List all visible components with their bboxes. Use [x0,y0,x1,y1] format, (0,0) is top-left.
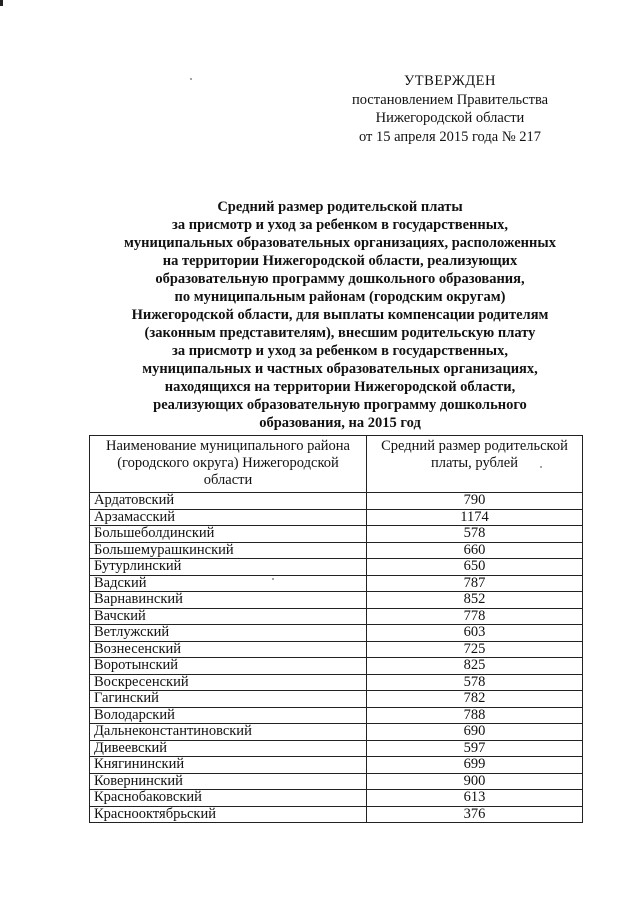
district-name: Дальнеконстантиновский [90,724,367,741]
table-row [90,790,583,807]
approval-decree-line: постановлением Правительства [351,91,549,108]
table-row [90,526,583,543]
table-row [90,806,583,823]
scan-corner-mark [0,0,3,6]
district-name: Гагинский [90,691,367,708]
district-name: Вачский [90,608,367,625]
approval-heading: УТВЕРЖДЕН [404,73,496,89]
district-name: Воскресенский [90,674,367,691]
title-line: образовательную программу дошкольного образования, [155,271,525,287]
title-line: за присмотр и уход за ребенком в государственных, [172,217,508,233]
average-fee: 690 [367,724,583,741]
title-line: образования, на 2015 год [259,415,421,431]
scan-speck [190,78,192,80]
district-name: Вознесенский [90,641,367,658]
table-header-row [90,436,583,493]
average-fee: 1174 [367,509,583,526]
district-name: Вадский [90,575,367,592]
header-line: Наименование муниципального района [106,438,350,454]
title-line: муниципальных образовательных организациях, расположенных [124,235,556,251]
district-name: Ковернинский [90,773,367,790]
district-name: Воротынский [90,658,367,675]
table-row [90,658,583,675]
district-name: Краснобаковский [90,790,367,807]
district-name: Большемурашкинский [90,542,367,559]
table-row [90,509,583,526]
average-fee: 782 [367,691,583,708]
district-name: Варнавинский [90,592,367,609]
average-fee: 900 [367,773,583,790]
title-line: (законным представителям), внесшим родительскую плату [144,325,536,341]
average-fee: 790 [367,493,583,510]
average-fee: 725 [367,641,583,658]
average-fee: 852 [367,592,583,609]
header-line: платы, рублей [431,455,518,471]
table-row [90,773,583,790]
title-line: по муниципальным районам (городским округам) [174,289,506,305]
document-title [60,198,620,432]
district-name: Бутурлинский [90,559,367,576]
title-line: за присмотр и уход за ребенком в государственных, [172,343,508,359]
district-name: Дивеевский [90,740,367,757]
table-row [90,707,583,724]
average-fee: 578 [367,526,583,543]
average-fee: 376 [367,806,583,823]
average-fee: 825 [367,658,583,675]
title-line: Нижегородской области, для выплаты компенсации родителям [131,307,549,323]
title-line: находящихся на территории Нижегородской области, [164,379,516,395]
average-fee: 578 [367,674,583,691]
average-fee: 650 [367,559,583,576]
district-name: Краснооктябрьский [90,806,367,823]
title-line: реализующих образовательную программу дошкольного [153,397,527,413]
header-line: Средний размер родительской [381,438,568,454]
average-fee: 778 [367,608,583,625]
table-row [90,542,583,559]
title-line: Средний размер родительской платы [217,199,463,215]
table-row [90,625,583,642]
average-fee: 603 [367,625,583,642]
table-row [90,740,583,757]
average-fee: 597 [367,740,583,757]
district-name: Арзамасский [90,509,367,526]
title-line: на территории Нижегородской области, реализующих [162,253,518,269]
table-row [90,559,583,576]
table-row [90,641,583,658]
district-name: Володарский [90,707,367,724]
table-row [90,757,583,774]
table-row [90,493,583,510]
approval-region-line: Нижегородской области [375,110,525,126]
district-name: Ардатовский [90,493,367,510]
average-fee: 660 [367,542,583,559]
header-line: области [203,472,253,488]
rates-table [89,435,583,823]
district-name: Княгининский [90,757,367,774]
header-district-name [90,436,367,493]
table-row [90,691,583,708]
table-row [90,575,583,592]
table-row [90,592,583,609]
average-fee: 788 [367,707,583,724]
header-line: (городского округа) Нижегородской [117,455,339,471]
table-row [90,608,583,625]
table-row [90,674,583,691]
district-name: Большеболдинский [90,526,367,543]
average-fee: 613 [367,790,583,807]
average-fee: 787 [367,575,583,592]
header-average-fee [367,436,583,493]
approval-date-number-line: от 15 апреля 2015 года № 217 [358,128,542,145]
table-row [90,724,583,741]
title-line: муниципальных и частных образовательных организациях, [142,361,538,377]
approval-stamp-block [330,72,570,146]
average-fee: 699 [367,757,583,774]
district-name: Ветлужский [90,625,367,642]
